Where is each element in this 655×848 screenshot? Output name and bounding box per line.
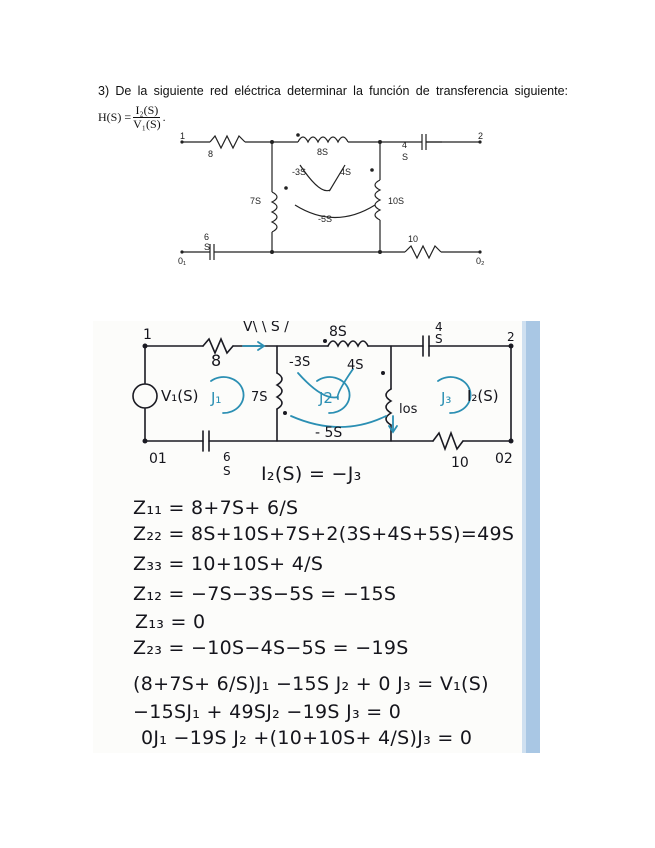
c2-resistor-8: 8 — [211, 351, 222, 370]
c2-mutual-3s: -3S — [289, 355, 311, 370]
eq-i2: I₂(S) = −J₃ — [261, 463, 362, 485]
eq-mesh-1: (8+7S+ 6/S)J₁ −15S J₂ + 0 J₃ = V₁(S) — [133, 673, 489, 695]
c1-mutual-5s: -5S — [318, 214, 333, 224]
c2-cap-4-den: S — [435, 332, 443, 346]
c1-mutual-3s: -3S — [292, 167, 307, 177]
c2-mesh-j2: J2 — [319, 389, 333, 407]
c1-resistor-10: 10 — [408, 234, 419, 244]
c1-node-02: 0₂ — [476, 256, 485, 266]
hs-lhs: H(S) = — [98, 110, 132, 124]
c2-top-label: V\ \ S / — [243, 321, 289, 335]
c2-mesh-j3: J₃ — [441, 389, 452, 407]
c2-mutual-4s: 4S — [347, 358, 364, 373]
c2-cap-6-den: S — [223, 464, 231, 478]
c2-node-2: 2 — [507, 330, 515, 344]
c1-mutual-4s: 4S — [340, 167, 352, 177]
eq-z23: Z₂₃ = −10S−4S−5S = −19S — [133, 637, 409, 659]
c1-inductor-8s: 8S — [317, 147, 329, 157]
c2-cap-4-num: 4 — [435, 321, 443, 334]
c2-inductor-8s: 8S — [329, 324, 347, 340]
c1-cap-4-num: 4 — [402, 140, 408, 150]
hs-numerator: I₂(S) — [135, 103, 159, 117]
c1-cap-4-den: S — [402, 152, 409, 162]
c2-inductor-7s: 7S — [251, 390, 268, 405]
eq-z22: Z₂₂ = 8S+10S+7S+2(3S+4S+5S)=49S — [133, 523, 515, 545]
c1-inductor-7s: 7S — [250, 196, 262, 206]
c2-cap-6-num: 6 — [223, 450, 231, 464]
hs-fraction — [133, 104, 161, 131]
c1-node-2: 2 — [478, 131, 484, 141]
handwritten-circuit — [93, 321, 523, 481]
problem-statement: 3) De la siguiente red eléctrica determinar la función de transferencia siguiente: — [98, 84, 568, 98]
c1-cap-6-den: S — [204, 242, 211, 252]
c2-node-01: 01 — [149, 451, 167, 467]
transfer-function — [98, 104, 166, 131]
eq-z12: Z₁₂ = −7S−3S−5S = −15S — [133, 583, 397, 605]
eq-z13: Z₁₃ = 0 — [135, 611, 206, 633]
c1-inductor-10s: 10S — [388, 196, 405, 206]
c2-mesh-j1: J₁ — [211, 389, 222, 407]
handwritten-solution-photo — [93, 321, 540, 753]
eq-mesh-2: −15SJ₁ + 49SJ₂ −19S J₃ = 0 — [133, 701, 402, 723]
eq-z33: Z₃₃ = 10+10S+ 4/S — [133, 553, 324, 575]
eq-mesh-3: 0J₁ −19S J₂ +(10+10S+ 4/S)J₃ = 0 — [141, 727, 473, 749]
c1-node-1: 1 — [180, 131, 186, 141]
c1-node-01: 0₁ — [178, 256, 187, 266]
c2-source-v1: V₁(S) — [161, 387, 199, 405]
c2-node-02: 02 — [495, 451, 513, 467]
c2-resistor-10: 10 — [451, 455, 469, 471]
c2-current-i2: I₂(S) — [467, 387, 499, 405]
hs-denominator: V₁(S) — [133, 117, 161, 131]
c2-node-1: 1 — [143, 327, 152, 343]
photo-edge — [526, 321, 540, 753]
c2-inductor-10s: los — [399, 402, 418, 417]
c2-mutual-5s: - 5S — [315, 425, 343, 441]
c1-cap-6-num: 6 — [204, 232, 210, 242]
eq-z11: Z₁₁ = 8+7S+ 6/S — [133, 497, 299, 519]
printed-circuit-diagram — [170, 130, 500, 270]
hs-period: . — [162, 110, 166, 124]
c1-resistor-8: 8 — [208, 149, 214, 159]
